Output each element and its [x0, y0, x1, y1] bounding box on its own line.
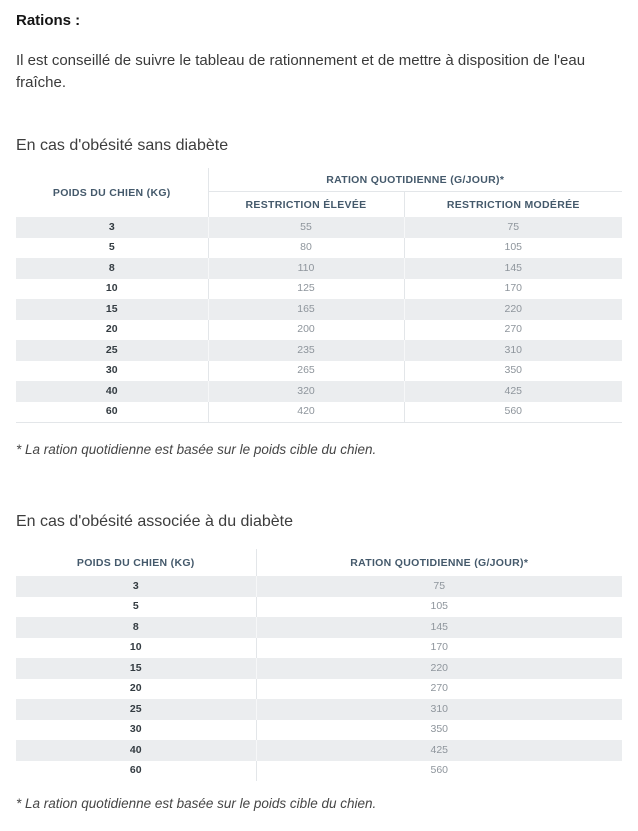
- restriction-elevee-cell: 200: [208, 320, 404, 341]
- restriction-elevee-cell: 235: [208, 340, 404, 361]
- weight-cell: 15: [16, 658, 256, 679]
- ration-table-sans-diabete: [16, 168, 622, 423]
- table-row: [16, 217, 622, 238]
- intro-paragraph: Il est conseillé de suivre le tableau de rationnement et de mettre à disposition de l'eau fraîche.: [16, 52, 586, 91]
- restriction-moderee-cell: 145: [504, 261, 523, 274]
- table-row: [16, 402, 622, 423]
- restriction-elevee-cell: 265: [208, 361, 404, 382]
- restriction-elevee-cell: 165: [208, 299, 404, 320]
- table-header-row-group: [16, 168, 622, 192]
- page-title: Rations :: [16, 12, 81, 29]
- weight-cell: 20: [16, 320, 208, 341]
- footnote-sans-diabete: * La ration quotidienne est basée sur le poids cible du chien.: [16, 442, 377, 457]
- restriction-elevee-cell: 80: [208, 238, 404, 259]
- ration-cell: 220: [430, 661, 449, 674]
- ration-cell: 425: [430, 743, 449, 756]
- restriction-moderee-cell: 170: [504, 282, 523, 295]
- table-row: [16, 576, 622, 597]
- table-row: [16, 320, 622, 341]
- restriction-moderee-cell: 75: [507, 220, 520, 233]
- table-row: [16, 238, 622, 259]
- col-header-ration-quotidienne: RATION QUOTIDIENNE (G/JOUR)*: [350, 556, 529, 569]
- weight-cell: 20: [16, 679, 256, 700]
- restriction-elevee-cell: 320: [208, 381, 404, 402]
- ration-cell: 560: [430, 764, 449, 777]
- ration-cell: 270: [430, 682, 449, 695]
- ration-cell: 310: [430, 702, 449, 715]
- col-header-ration-quotidienne: RATION QUOTIDIENNE (G/JOUR)*: [208, 168, 622, 192]
- weight-cell: 10: [16, 638, 256, 659]
- table-header-row: [16, 549, 622, 576]
- weight-cell: 3: [16, 217, 208, 238]
- weight-cell: 10: [16, 279, 208, 300]
- weight-cell: 8: [16, 258, 208, 279]
- restriction-elevee-cell: 110: [208, 258, 404, 279]
- ration-cell: 145: [430, 620, 449, 633]
- col-header-poids-du-chien: POIDS DU CHIEN (KG): [16, 549, 256, 576]
- table-row: [16, 299, 622, 320]
- weight-cell: 60: [16, 402, 208, 423]
- weight-cell: 40: [16, 381, 208, 402]
- weight-cell: 15: [16, 299, 208, 320]
- restriction-moderee-cell: 220: [504, 302, 523, 315]
- section-heading-obesite-avec-diabete: En cas d'obésité associée à du diabète: [16, 513, 294, 530]
- weight-cell: 5: [16, 597, 256, 618]
- table-row: [16, 258, 622, 279]
- table-row: [16, 679, 622, 700]
- footnote-avec-diabete: * La ration quotidienne est basée sur le poids cible du chien.: [16, 796, 377, 811]
- table-row: [16, 381, 622, 402]
- ration-cell: 350: [430, 723, 449, 736]
- table-row: [16, 658, 622, 679]
- table-row: [16, 617, 622, 638]
- restriction-moderee-cell: 310: [504, 343, 523, 356]
- table-row: [16, 340, 622, 361]
- col-header-poids-du-chien: POIDS DU CHIEN (KG): [16, 168, 208, 217]
- restriction-moderee-cell: 270: [504, 323, 523, 336]
- table-row: [16, 279, 622, 300]
- ration-cell: 75: [433, 579, 446, 592]
- ration-table-avec-diabete: [16, 549, 622, 781]
- weight-cell: 8: [16, 617, 256, 638]
- weight-cell: 25: [16, 699, 256, 720]
- table-row: [16, 597, 622, 618]
- ration-cell: 170: [430, 641, 449, 654]
- weight-cell: 30: [16, 720, 256, 741]
- weight-cell: 25: [16, 340, 208, 361]
- restriction-moderee-cell: 560: [504, 405, 523, 418]
- section-heading-obesite-sans-diabete: En cas d'obésité sans diabète: [16, 137, 229, 154]
- weight-cell: 60: [16, 761, 256, 782]
- restriction-moderee-cell: 105: [504, 241, 523, 254]
- table-row: [16, 361, 622, 382]
- col-header-restriction-moderee: RESTRICTION MODÉRÉE: [446, 198, 580, 211]
- ration-cell: 105: [430, 600, 449, 613]
- restriction-elevee-cell: 420: [208, 402, 404, 423]
- weight-cell: 3: [16, 576, 256, 597]
- table-row: [16, 761, 622, 782]
- table-row: [16, 740, 622, 761]
- weight-cell: 30: [16, 361, 208, 382]
- col-header-restriction-elevee: RESTRICTION ÉLEVÉE: [208, 192, 404, 218]
- table-row: [16, 720, 622, 741]
- table-row: [16, 699, 622, 720]
- restriction-elevee-cell: 125: [208, 279, 404, 300]
- restriction-elevee-cell: 55: [208, 217, 404, 238]
- weight-cell: 5: [16, 238, 208, 259]
- restriction-moderee-cell: 425: [504, 384, 523, 397]
- weight-cell: 40: [16, 740, 256, 761]
- table-row: [16, 638, 622, 659]
- restriction-moderee-cell: 350: [504, 364, 523, 377]
